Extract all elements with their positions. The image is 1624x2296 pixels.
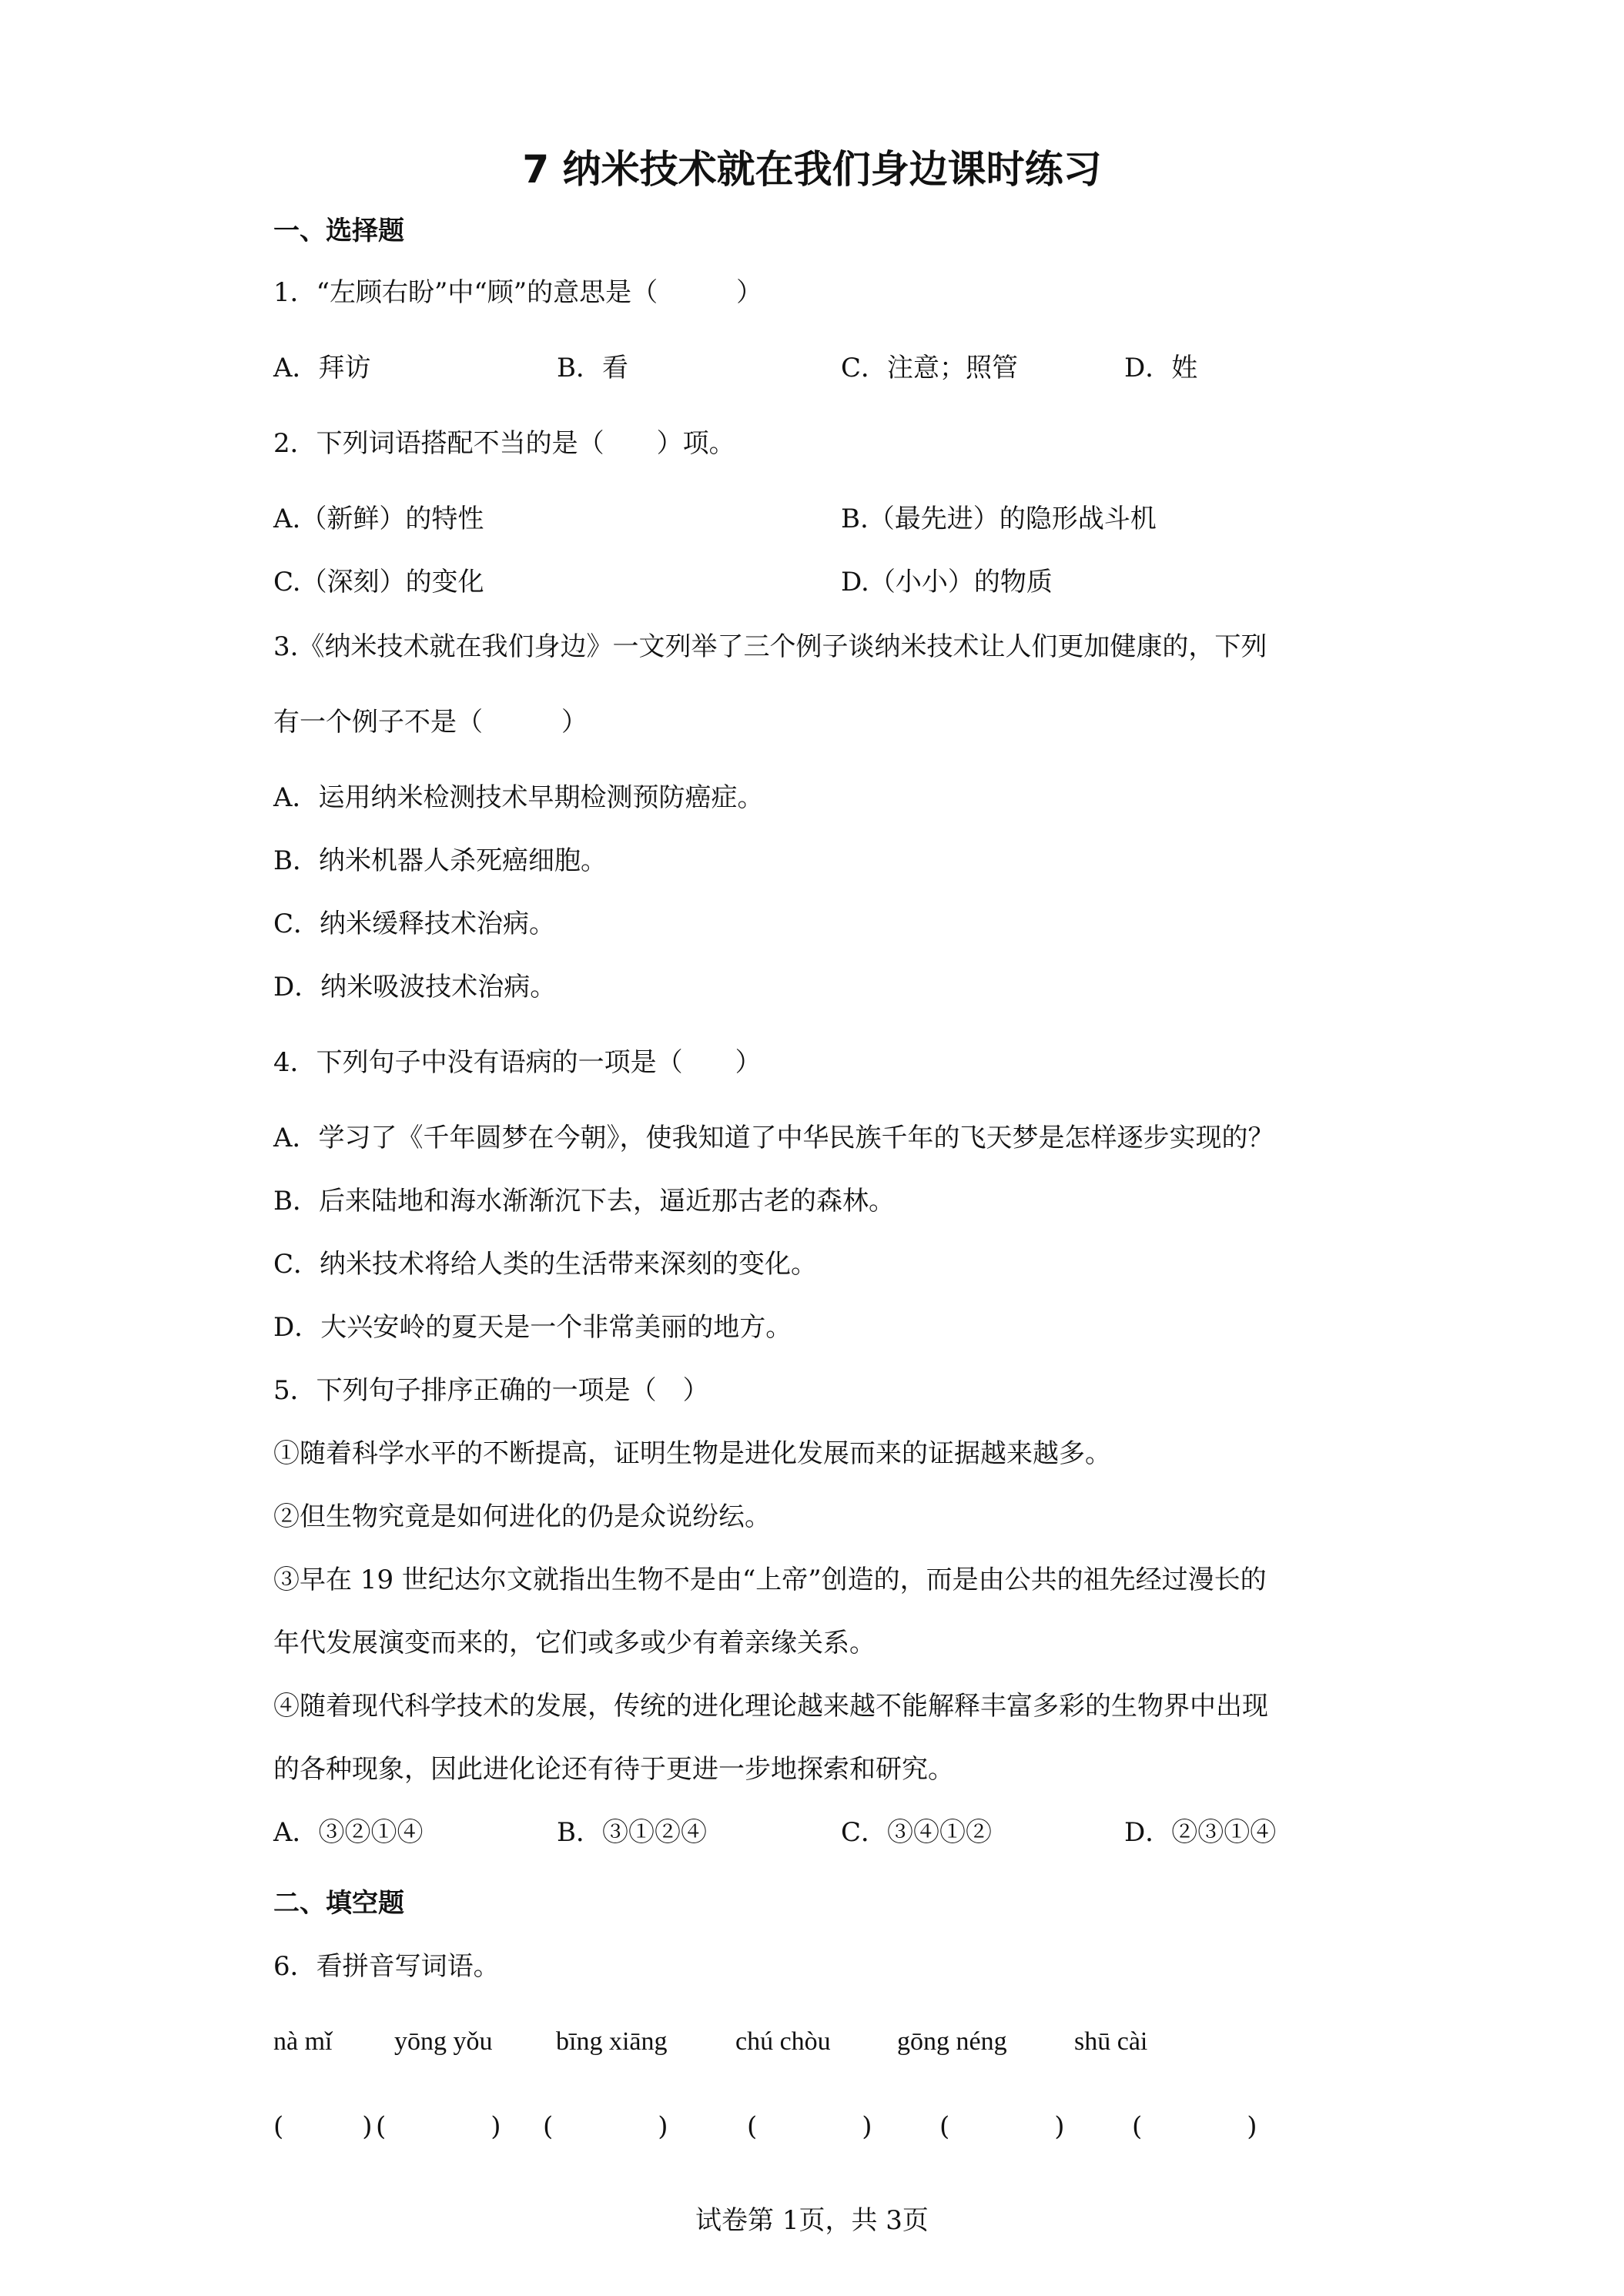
page-title: 7 纳米技术就在我们身边课时练习 bbox=[522, 147, 1102, 192]
answer-blank[interactable]: ( ) bbox=[939, 2111, 1065, 2142]
pinyin-item: chú chòu bbox=[735, 2027, 831, 2056]
pinyin-item: nà mǐ bbox=[273, 2027, 333, 2056]
question-3-option-c: C．纳米缓释技术治病。 bbox=[273, 909, 556, 939]
question-5-stem: 5．下列句子排序正确的一项是（ ） bbox=[273, 1375, 709, 1406]
question-2-option-a: A.（新鲜）的特性 bbox=[273, 504, 484, 534]
question-3-option-b: B．纳米机器人杀死癌细胞。 bbox=[273, 845, 607, 876]
question-5-option-a: A．③②①④ bbox=[273, 1817, 424, 1848]
question-3-stem-line-2: 有一个例子不是（ ） bbox=[273, 707, 588, 738]
pinyin-item: yōng yǒu bbox=[394, 2027, 493, 2056]
question-3-option-a: A．运用纳米检测技术早期检测预防癌症。 bbox=[273, 782, 764, 813]
answer-blank[interactable]: ( ) bbox=[543, 2111, 668, 2142]
question-1-option-d: D．姓 bbox=[1124, 353, 1198, 383]
question-2-stem: 2．下列词语搭配不当的是（ ）项。 bbox=[273, 428, 735, 459]
answer-blank[interactable]: ( ) bbox=[1132, 2111, 1257, 2142]
question-5-sentence-1: ①随着科学水平的不断提高，证明生物是进化发展而来的证据越来越多。 bbox=[273, 1438, 1111, 1469]
question-4-option-c: C．纳米技术将给人类的生活带来深刻的变化。 bbox=[273, 1249, 818, 1280]
section-heading-fill-blank: 二、填空题 bbox=[273, 1888, 404, 1919]
answer-blank[interactable]: ( ) bbox=[273, 2111, 373, 2142]
question-2-option-d: D.（小小）的物质 bbox=[841, 567, 1053, 597]
section-heading-choice: 一、选择题 bbox=[273, 216, 404, 246]
question-4-stem: 4．下列句子中没有语病的一项是（ ） bbox=[273, 1047, 762, 1078]
pinyin-item: shū cài bbox=[1074, 2027, 1148, 2056]
question-1-option-a: A．拜访 bbox=[273, 353, 371, 383]
question-5-sentence-3-line-1: ③早在 19 世纪达尔文就指出生物不是由“上帝”创造的，而是由公共的祖先经过漫长的 bbox=[273, 1565, 1267, 1595]
question-5-sentence-2: ②但生物究竟是如何进化的仍是众说纷纭。 bbox=[273, 1501, 771, 1532]
question-5-option-c: C．③④①② bbox=[841, 1817, 993, 1848]
question-1-option-b: B．看 bbox=[557, 353, 628, 383]
question-4-option-d: D．大兴安岭的夏天是一个非常美丽的地方。 bbox=[273, 1312, 792, 1343]
question-3-option-d: D．纳米吸波技术治病。 bbox=[273, 972, 557, 1002]
question-4-option-b: B．后来陆地和海水渐渐沉下去，逼近那古老的森林。 bbox=[273, 1186, 895, 1217]
page-footer: 试卷第 1页，共 3页 bbox=[695, 2205, 929, 2236]
question-5-sentence-3-line-2: 年代发展演变而来的，它们或多或少有着亲缘关系。 bbox=[273, 1628, 876, 1658]
question-1-option-c: C．注意；照管 bbox=[841, 353, 1019, 383]
pinyin-item: gōng néng bbox=[897, 2027, 1007, 2056]
question-5-sentence-4-line-1: ④随着现代科学技术的发展，传统的进化理论越来越不能解释丰富多彩的生物界中出现 bbox=[273, 1691, 1268, 1722]
pinyin-item: bīng xiāng bbox=[556, 2027, 668, 2056]
answer-blank[interactable]: ( ) bbox=[376, 2111, 501, 2142]
question-4-option-a: A．学习了《千年圆梦在今朝》，使我知道了中华民族千年的飞天梦是怎样逐步实现的？ bbox=[273, 1123, 1274, 1153]
question-3-stem-line-1: 3.《纳米技术就在我们身边》一文列举了三个例子谈纳米技术让人们更加健康的，下列 bbox=[273, 631, 1267, 662]
question-5-option-b: B．③①②④ bbox=[557, 1817, 707, 1848]
answer-blank[interactable]: ( ) bbox=[747, 2111, 872, 2142]
question-2-option-c: C.（深刻）的变化 bbox=[273, 567, 484, 597]
question-1-stem: 1．“左顾右盼”中“顾”的意思是（ ） bbox=[273, 277, 763, 308]
question-6-stem: 6．看拼音写词语。 bbox=[273, 1951, 500, 1982]
question-5-sentence-4-line-2: 的各种现象，因此进化论还有待于更进一步地探索和研究。 bbox=[273, 1754, 954, 1785]
question-5-option-d: D．②③①④ bbox=[1124, 1817, 1277, 1848]
question-2-option-b: B.（最先进）的隐形战斗机 bbox=[841, 504, 1157, 534]
